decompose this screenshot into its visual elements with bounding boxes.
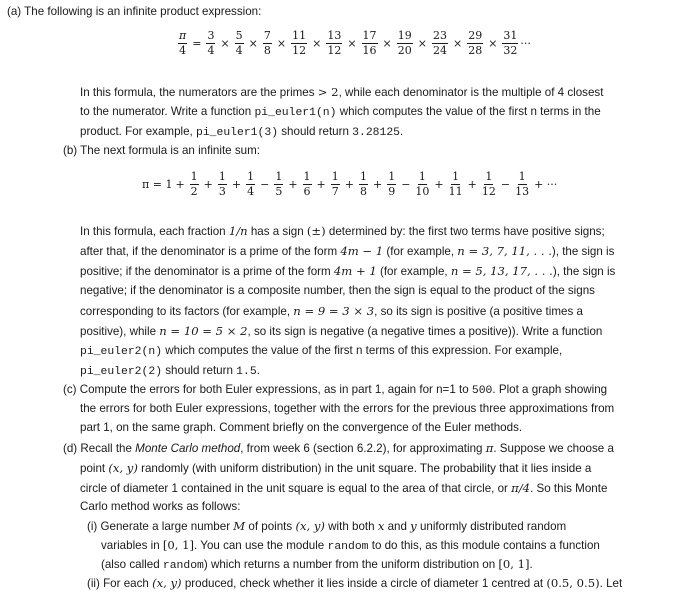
times-sign: × — [417, 37, 427, 50]
part-b-line1: In this formula, each fraction 1/n has a sign (±) determined by: the first two terms have positive signs; — [80, 224, 605, 238]
sum-term: $\frac{1}{13}$ — [515, 170, 530, 198]
times-sign: × — [248, 37, 258, 50]
code-pi-euler2: pi_euler2(n) — [80, 346, 163, 358]
product-term: $\frac{3}{4}$ — [207, 29, 215, 57]
sum-equation — [142, 171, 557, 198]
sum-term: $\frac{1}{4}$ — [247, 170, 255, 198]
part-c-line1: (c) Compute the errors for both Euler expressions, as in part 1, again for n=1 to 500. Plot a graph showing — [63, 383, 608, 397]
product-ellipsis: ··· — [520, 37, 531, 50]
sum-term: $\frac{1}{12}$ — [481, 170, 496, 198]
sum-sign: + — [231, 178, 242, 191]
product-term: $\frac{11}{12}$ — [292, 29, 307, 57]
part-b-line3: positive; if the denominator is a prime of the form 4m + 1 (for example, n = 5, 13, 17, . . .), the sign is — [80, 264, 616, 278]
part-b-line4: negative; if the denominator is a composite number, then the sign is equal to the product of the signs — [80, 284, 595, 297]
sum-sign: + — [288, 178, 298, 191]
product-term: $\frac{23}{24}$ — [432, 29, 447, 57]
sum-sign: − — [401, 178, 411, 191]
times-sign: × — [276, 37, 287, 50]
sum-sign: − — [500, 178, 511, 191]
times-sign: × — [347, 37, 357, 50]
times-sign: × — [220, 37, 230, 50]
sum-sign: + — [372, 178, 383, 191]
times-sign: × — [312, 37, 322, 50]
product-term: $\frac{5}{4}$ — [235, 29, 243, 57]
part-d-line1: (d) Recall the Monte Carlo method, from week 6 (section 6.2.2), for approximating π. Suppose we choose a — [63, 441, 614, 455]
product-term: $\frac{31}{32}$ — [503, 29, 518, 57]
sum-lhs: π = 1 — [142, 178, 173, 191]
part-b-line6: positive), while n = 10 = 5 × 2, so its sign is negative (a negative times a positive)). Write a function — [80, 324, 603, 338]
part-d-line4: Carlo method works as follows: — [80, 500, 241, 513]
sum-term: $\frac{1}{7}$ — [331, 170, 339, 198]
sum-sign: + — [344, 178, 354, 191]
times-sign: × — [488, 37, 498, 50]
sum-sign: + — [175, 178, 185, 191]
part-c-line3: part 1, on the same graph. Comment briefly on the convergence of the Euler methods. — [80, 421, 523, 434]
part-d-line2: point (x, y) randomly (with uniform distribution) in the unit square. The probability that it lies inside a — [80, 461, 592, 475]
sum-sign: + — [316, 178, 326, 191]
product-term: $\frac{13}{12}$ — [327, 29, 342, 57]
sum-term: $\frac{1}{2}$ — [190, 170, 198, 198]
sum-term: $\frac{1}{8}$ — [359, 170, 367, 198]
part-b-line5: corresponding to its factors (for example, n = 9 = 3 × 3, so its sign is positive (a positive times a — [80, 304, 583, 318]
sum-sign: + — [467, 178, 477, 191]
part-b-line2: after that, if the denominator is a prime of the form 4m − 1 (for example, n = 3, 7, 11, . . .), the sign is — [80, 244, 615, 258]
product-term: $\frac{17}{16}$ — [362, 29, 377, 57]
code-random-module: random — [327, 541, 369, 553]
sum-term: $\frac{1}{6}$ — [303, 170, 311, 198]
sum-ellipsis: + ··· — [534, 178, 558, 191]
eq-lhs-fraction: $\frac{\pi}{4}$ — [179, 29, 187, 57]
sum-sign: − — [260, 178, 270, 191]
sum-sign: + — [203, 178, 213, 191]
times-sign: × — [382, 37, 392, 50]
part-b-line8: pi_euler2(2) should return 1.5. — [80, 364, 260, 378]
code-pi-euler1: pi_euler1(n) — [254, 107, 337, 119]
part-d-line3: circle of diameter 1 contained in the unit square is equal to the area of that circle, or π/4. So this Monte — [80, 481, 608, 495]
sum-term: $\frac{1}{11}$ — [448, 170, 463, 198]
sum-term: $\frac{1}{10}$ — [415, 170, 430, 198]
sum-term: $\frac{1}{5}$ — [275, 170, 283, 198]
product-term: $\frac{19}{20}$ — [397, 29, 412, 57]
sum-term: $\frac{1}{9}$ — [388, 170, 396, 198]
part-d-item-i-line2: variables in [0, 1]. You can use the module random to do this, as this module contains a function — [101, 538, 600, 553]
times-sign: × — [452, 37, 463, 50]
product-term: $\frac{29}{28}$ — [468, 29, 483, 57]
part-d-item-i-line3: (also called random) which returns a number from the uniform distribution on [0, 1]. — [101, 557, 533, 572]
part-d-item-i-line1: (i) Generate a large number M of points (x, y) with both x and y uniformly distributed random — [87, 519, 567, 533]
product-term: $\frac{7}{8}$ — [263, 29, 271, 57]
part-a-header: (a) The following is an infinite product expression: — [7, 5, 262, 18]
part-a-paragraph-line2: to the numerator. Write a function pi_euler1(n) which computes the value of the first n terms in the — [80, 105, 601, 119]
part-b-header: (b) The next formula is an infinite sum: — [63, 144, 260, 157]
part-c-line2: the errors for both Euler expressions, together with the errors for the previous three approximations from — [80, 402, 615, 415]
part-a-paragraph-line3: product. For example, pi_euler1(3) should return 3.28125. — [80, 125, 404, 139]
sum-term: $\frac{1}{3}$ — [218, 170, 226, 198]
sum-sign: + — [434, 178, 444, 191]
part-b-line7: pi_euler2(n) which computes the value of the first n terms of this expression. For example, — [80, 344, 563, 358]
part-d-item-ii-line1: (ii) For each (x, y) produced, check whether it lies inside a circle of diameter 1 centred at (0.5, 0.5). Let — [87, 576, 623, 590]
part-a-paragraph-line1: In this formula, the numerators are the primes > 2, while each denominator is the multiple of 4 closest — [80, 85, 604, 99]
product-equation: $\frac{\pi}{4}$ = $\frac{3}{4}$ × $\frac{5}{4}$ × $\frac{7}{8}$ × $\frac{11}{12}$ × $\frac{13}{12}$ × $\frac{17}{16}$ × $\frac{19}{20}$ × $\frac{23}{24}$ × $\frac{29}{28}$ × $\frac{31}{32}$ ··· — [179, 29, 531, 57]
